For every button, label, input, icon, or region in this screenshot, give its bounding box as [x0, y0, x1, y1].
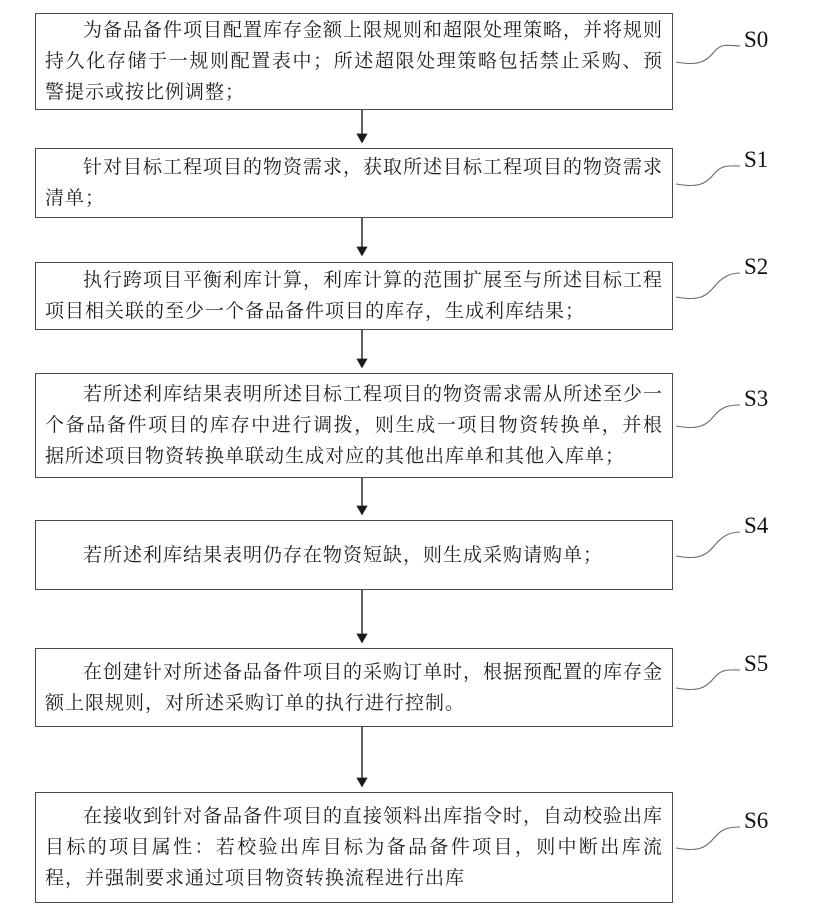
step-text-s4: 若所述利库结果表明仍存在物资短缺，则生成采购请购单； — [83, 544, 604, 566]
step-label-s6: S6 — [744, 808, 769, 833]
step-text-s1: 针对目标工程项目的物资需求，获取所述目标工程项目的物资需求清单； — [45, 157, 664, 209]
flow-step-box-s1 — [35, 148, 673, 218]
leader-line-s3 — [676, 405, 740, 428]
flow-step-box-s6 — [35, 792, 673, 903]
step-text-s2: 执行跨项目平衡利库计算，利库计算的范围扩展至与所述目标工程项目相关联的至少一个备品备件项目的库存，生成利库结果； — [45, 270, 664, 322]
step-text-s5: 在创建针对所述备品备件项目的采购订单时，根据预配置的库存金额上限规则，对所述采购订单的执行进行控制。 — [45, 661, 664, 714]
flow-step-box-s0 — [35, 13, 673, 110]
leader-line-s2 — [676, 273, 740, 299]
leader-line-s4 — [676, 532, 740, 558]
flow-step-box-s4 — [35, 520, 673, 590]
leader-line-s6 — [676, 827, 740, 850]
step-label-s4: S4 — [744, 513, 769, 538]
leader-line-s5 — [676, 670, 740, 690]
step-label-s1: S1 — [744, 147, 769, 172]
flow-step-box-s2 — [35, 262, 673, 330]
step-label-s0: S0 — [744, 27, 769, 52]
step-label-s2: S2 — [744, 254, 769, 279]
step-text-s3: 若所述利库结果表明所述目标工程项目的物资需求需从所述至少一个备品备件项目的库存中进行调拨，则生成一项目物资转换单，并根据所述项目物资转换单联动生成对应的其他出库单和其他入库单； — [45, 384, 664, 467]
step-label-s3: S3 — [744, 386, 769, 411]
leader-line-s0 — [676, 45, 740, 63]
step-label-s5: S5 — [744, 651, 769, 676]
step-text-s0: 为备品备件项目配置库存金额上限规则和超限处理策略，并将规则持久化存储于一规则配置表中；所述超限处理策略包括禁止采购、预警提示或按比例调整； — [45, 20, 664, 103]
leader-lines — [676, 45, 740, 849]
flow-step-box-s5 — [35, 648, 673, 727]
leader-line-s1 — [676, 166, 740, 186]
step-text-s6: 在接收到针对备品备件项目的直接领料出库指令时，自动校验出库目标的项目属性：若校验出库目标为备品备件项目，则中断出库流程，并强制要求通过项目物资转换流程进行出库 — [45, 806, 664, 889]
flow-step-box-s3 — [35, 373, 673, 478]
